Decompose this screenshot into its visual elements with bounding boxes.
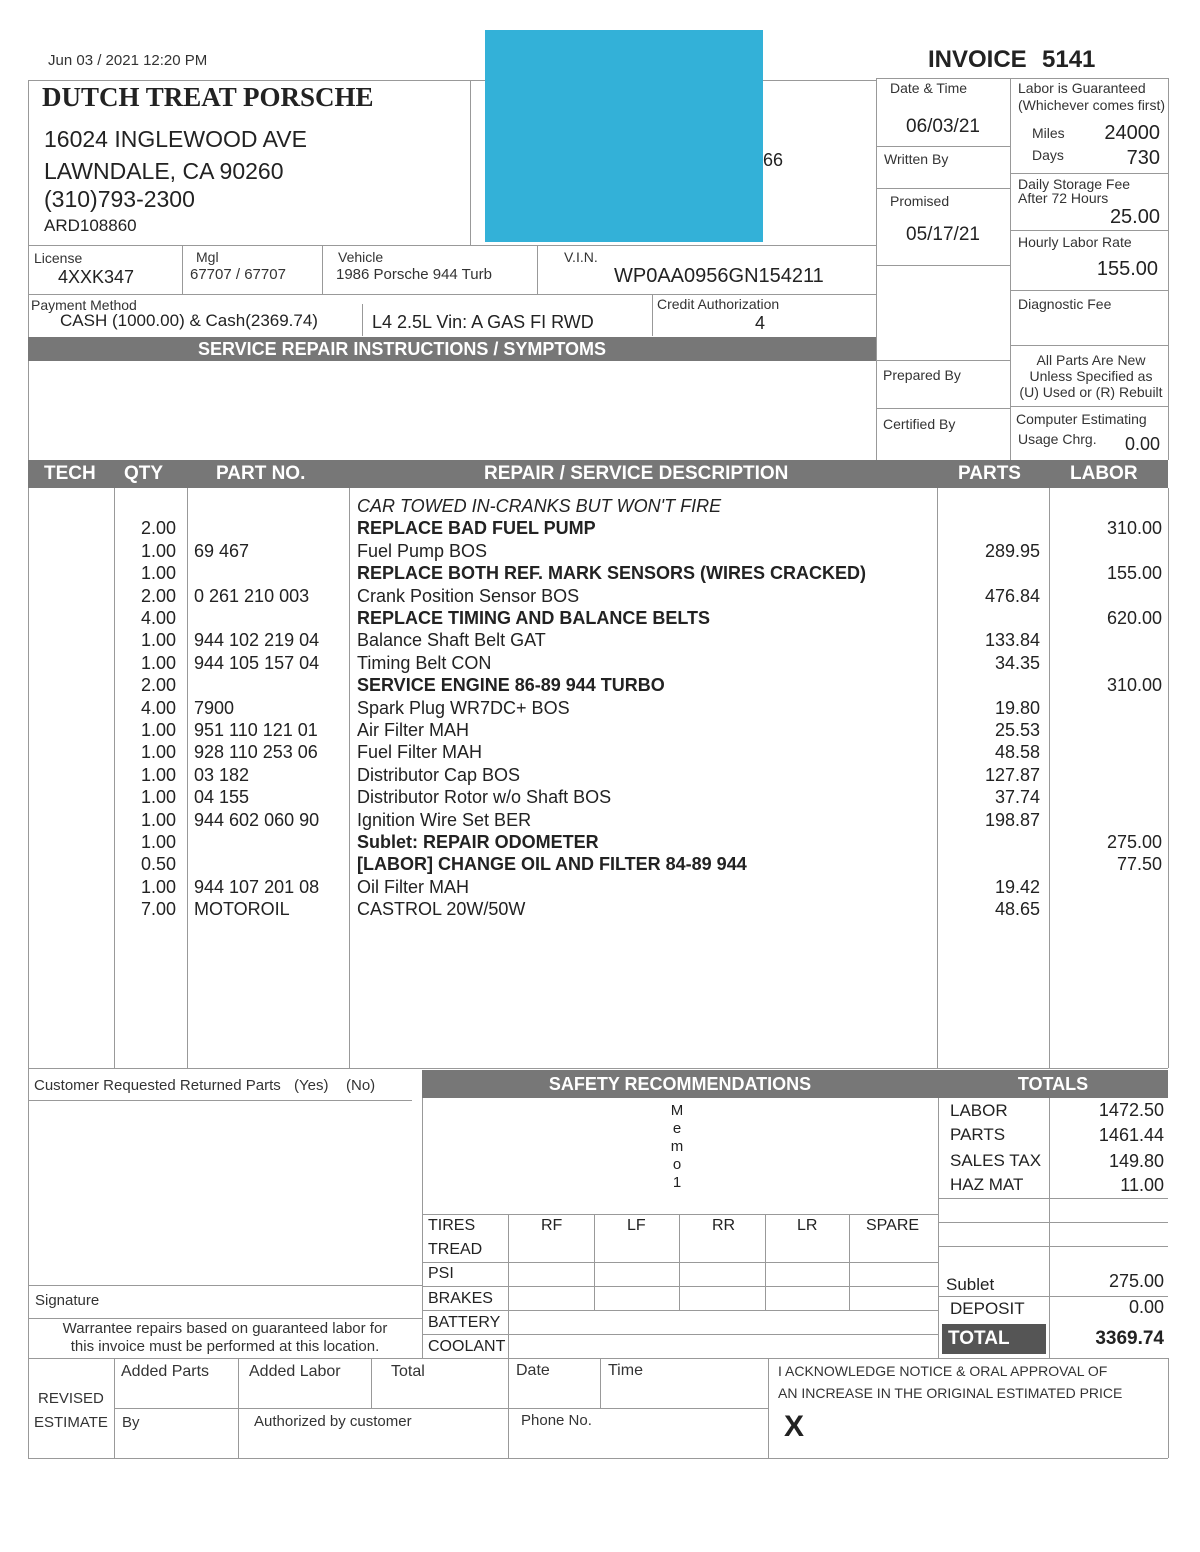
line-qty: 1.00 [140, 876, 176, 897]
tire-row-label: PSI [428, 1265, 454, 1283]
line-labor-amount [1052, 810, 1162, 832]
invoice-number: 5141 [1042, 46, 1096, 73]
line-part-number: 928 110 253 06 [194, 742, 318, 763]
line-part-number: MOTOROIL [194, 899, 290, 920]
line-qty: 7.00 [140, 899, 176, 920]
days-value: 730 [1126, 147, 1160, 169]
promised-label: Promised [890, 193, 950, 209]
totals-header: TOTALS [938, 1070, 1168, 1098]
line-description: CASTROL 20W/50W [357, 899, 526, 920]
line-description: REPLACE TIMING AND BALANCE BELTS [357, 608, 710, 628]
miles-label: Miles [1032, 125, 1065, 141]
instructions-header: SERVICE REPAIR INSTRUCTIONS / SYMPTOMS [28, 337, 876, 361]
signature-label: Signature [35, 1292, 100, 1309]
vehicle-label: Vehicle [338, 249, 384, 265]
line-labor-amount [1052, 541, 1162, 563]
line-labor-amount [1052, 787, 1162, 809]
line-qty: 1.00 [140, 742, 176, 763]
certified-by-label: Certified By [883, 416, 956, 432]
line-parts-amount: 133.84 [984, 630, 1040, 651]
guarantee-label-1: Labor is Guaranteed [1018, 80, 1146, 96]
line-qty: 1.00 [140, 630, 176, 651]
line-parts-amount [940, 518, 1040, 540]
line-qty: 4.00 [140, 697, 176, 718]
grand-total-value: 3369.74 [1095, 1328, 1164, 1349]
line-part-number: 944 105 157 04 [194, 652, 320, 673]
line-description: REPLACE BOTH REF. MARK SENSORS (WIRES CRACKED) [357, 563, 867, 584]
line-description: Spark Plug WR7DC+ BOS [357, 697, 570, 718]
line-part-number [194, 675, 344, 697]
line-qty: 1.00 [140, 832, 176, 852]
computer-charge-value: 0.00 [1124, 434, 1160, 454]
line-labor-amount [1052, 742, 1162, 764]
license-label: License [34, 250, 83, 266]
revised-time-label: Time [608, 1362, 643, 1379]
line-part-number: 944 102 219 04 [194, 630, 320, 651]
line-qty: 0.50 [140, 854, 176, 875]
total-sublet-value: 275.00 [1108, 1271, 1164, 1291]
line-parts-amount [940, 496, 1040, 518]
line-labor-amount: 77.50 [1116, 854, 1162, 875]
line-description: Fuel Filter MAH [357, 742, 483, 763]
line-qty: 2.00 [140, 518, 176, 539]
revised-date-label: Date [516, 1362, 550, 1379]
promised-value: 05/17/21 [906, 224, 980, 245]
line-items-header [28, 460, 1168, 488]
line-description: CAR TOWED IN-CRANKS BUT WON'T FIRE [357, 496, 722, 516]
line-labor-amount [1052, 630, 1162, 652]
signature-x-mark: X [784, 1410, 805, 1443]
tire-position-label: RR [712, 1217, 736, 1234]
line-part-number: 03 182 [194, 764, 250, 785]
mgl-label: Mgl [196, 249, 219, 265]
total-parts-value: 1461.44 [1098, 1125, 1164, 1145]
line-labor-amount [1052, 496, 1162, 518]
shop-address-1: 16024 INGLEWOOD AVE [44, 126, 307, 152]
tire-row-label: TIRES [428, 1217, 476, 1234]
memo-letter: 1 [672, 1174, 682, 1191]
line-part-number: 7900 [194, 697, 235, 718]
line-part-number [194, 496, 344, 518]
line-description: Crank Position Sensor BOS [357, 585, 580, 606]
revised-label-2: ESTIMATE [34, 1414, 108, 1431]
line-parts-amount [940, 608, 1040, 630]
storage-label-2: After 72 Hours [1018, 190, 1109, 206]
storage-fee-value: 25.00 [1109, 206, 1160, 228]
miles-value: 24000 [1104, 122, 1160, 144]
credit-auth-label: Credit Authorization [657, 296, 780, 312]
revised-total-label: Total [391, 1363, 425, 1380]
line-parts-amount: 289.95 [984, 540, 1040, 561]
tire-row-label: BATTERY [428, 1313, 501, 1331]
memo-letter: o [672, 1156, 682, 1173]
shop-name: DUTCH TREAT PORSCHE [42, 82, 374, 112]
line-part-number [194, 563, 344, 585]
line-labor-amount: 275.00 [1106, 832, 1162, 852]
line-qty: 1.00 [140, 764, 176, 785]
line-parts-amount: 476.84 [984, 585, 1040, 606]
license-value: 4XXK347 [58, 267, 135, 287]
line-part-number [194, 854, 344, 876]
line-part-number: 04 155 [194, 787, 250, 808]
total-tax-label: SALES TAX [950, 1151, 1042, 1170]
line-parts-amount: 198.87 [984, 809, 1040, 830]
line-description: Sublet: REPAIR ODOMETER [357, 832, 599, 852]
total-tax-value: 149.80 [1108, 1151, 1164, 1171]
line-parts-amount: 19.42 [994, 876, 1040, 897]
line-labor-amount [1052, 698, 1162, 720]
total-parts-label: PARTS [950, 1125, 1006, 1144]
line-qty: 1.00 [140, 787, 176, 808]
line-parts-amount: 48.65 [994, 899, 1040, 920]
line-description: Timing Belt CON [357, 652, 492, 673]
grand-total-label: TOTAL [942, 1324, 1046, 1354]
vin-value: WP0AA0956GN154211 [614, 265, 824, 287]
date-value: 06/03/21 [906, 116, 980, 137]
safety-header: SAFETY RECOMMENDATIONS [422, 1070, 938, 1098]
line-labor-amount [1052, 586, 1162, 608]
col-tech: TECH [44, 463, 96, 484]
line-description: REPLACE BAD FUEL PUMP [357, 518, 596, 539]
line-qty [118, 496, 176, 518]
col-parts: PARTS [958, 463, 1021, 484]
computer-label-2: Usage Chrg. [1018, 431, 1097, 447]
engine-value: L4 2.5L Vin: A GAS FI RWD [372, 312, 594, 332]
line-labor-amount [1052, 765, 1162, 787]
acknowledge-line-1: I ACKNOWLEDGE NOTICE & ORAL APPROVAL OF [778, 1363, 1108, 1379]
tire-row-label: COOLANT [428, 1338, 506, 1355]
print-datetime: Jun 03 / 2021 12:20 PM [48, 52, 208, 69]
storage-label-1: Daily Storage Fee [1018, 176, 1131, 192]
computer-label-1: Computer Estimating [1016, 411, 1147, 427]
line-labor-amount: 310.00 [1106, 675, 1162, 696]
col-qty: QTY [124, 463, 164, 484]
redacted-tail: 66 [763, 150, 784, 170]
phone-label: Phone No. [521, 1412, 592, 1429]
diagnostic-fee-label: Diagnostic Fee [1018, 296, 1112, 312]
tire-position-label: LR [797, 1217, 818, 1234]
line-description: SERVICE ENGINE 86-89 944 TURBO [357, 675, 665, 696]
line-labor-amount [1052, 877, 1162, 899]
revised-label-1: REVISED [38, 1390, 104, 1407]
date-time-label: Date & Time [890, 80, 968, 96]
line-qty: 1.00 [140, 540, 176, 561]
credit-auth-value: 4 [755, 313, 766, 333]
authorized-label: Authorized by customer [254, 1413, 412, 1430]
line-labor-amount [1052, 720, 1162, 742]
line-qty: 1.00 [140, 720, 176, 740]
line-part-number [194, 518, 344, 540]
line-qty: 1.00 [140, 563, 176, 584]
total-labor-value: 1472.50 [1098, 1100, 1164, 1120]
line-parts-amount: 19.80 [994, 697, 1040, 718]
returned-parts-label: Customer Requested Returned Parts [34, 1077, 281, 1094]
line-part-number: 951 110 121 01 [194, 720, 318, 740]
line-labor-amount [1052, 899, 1162, 921]
line-parts-amount [940, 563, 1040, 585]
hourly-label: Hourly Labor Rate [1018, 234, 1132, 250]
invoice-label: INVOICE [928, 46, 1027, 73]
line-labor-amount: 620.00 [1106, 608, 1162, 628]
tire-position-label: SPARE [866, 1217, 920, 1234]
tire-position-label: RF [541, 1217, 563, 1234]
total-sublet-label: Sublet [946, 1275, 995, 1294]
line-description: Oil Filter MAH [357, 876, 469, 897]
total-hazmat-value: 11.00 [1120, 1175, 1164, 1195]
line-parts-amount: 25.53 [994, 720, 1040, 740]
guarantee-label-2: (Whichever comes first) [1018, 97, 1166, 113]
returned-parts-no[interactable]: (No) [346, 1077, 376, 1094]
col-desc: REPAIR / SERVICE DESCRIPTION [484, 463, 789, 484]
shop-ard: ARD108860 [44, 216, 137, 235]
line-qty: 2.00 [140, 585, 176, 606]
memo-letter: e [672, 1120, 682, 1137]
parts-note: All Parts Are New Unless Specified as (U) Used or (R) Rebuilt [1019, 352, 1163, 400]
mgl-value: 67707 / 67707 [190, 266, 286, 283]
shop-phone: (310)793-2300 [44, 186, 195, 212]
line-part-number [194, 832, 344, 854]
memo-letter: m [670, 1138, 684, 1155]
written-by-label: Written By [884, 151, 949, 167]
line-description: Balance Shaft Belt GAT [357, 630, 546, 651]
added-parts-label: Added Parts [121, 1363, 210, 1380]
line-qty: 1.00 [140, 652, 176, 673]
line-parts-amount [940, 675, 1040, 697]
total-labor-label: LABOR [950, 1101, 1008, 1120]
prepared-by-label: Prepared By [883, 367, 961, 383]
line-part-number: 944 107 201 08 [194, 876, 320, 897]
line-parts-amount [940, 854, 1040, 876]
days-label: Days [1032, 147, 1064, 163]
vehicle-value: 1986 Porsche 944 Turb [336, 266, 492, 283]
total-hazmat-label: HAZ MAT [950, 1175, 1024, 1194]
line-part-number [194, 608, 344, 630]
payment-value: CASH (1000.00) & Cash(2369.74) [60, 311, 318, 330]
line-labor-amount: 155.00 [1106, 563, 1162, 584]
by-label: By [122, 1414, 140, 1431]
total-deposit-label: DEPOSIT [950, 1299, 1025, 1318]
line-part-number: 0 261 210 003 [194, 585, 310, 606]
line-parts-amount: 127.87 [984, 764, 1040, 785]
vin-label: V.I.N. [564, 249, 598, 265]
line-labor-amount [1052, 653, 1162, 675]
line-qty: 4.00 [140, 608, 176, 628]
hourly-rate-value: 155.00 [1096, 258, 1158, 280]
line-parts-amount: 37.74 [994, 787, 1040, 808]
line-description: [LABOR] CHANGE OIL AND FILTER 84-89 944 [357, 854, 747, 875]
line-part-number: 69 467 [194, 540, 250, 561]
line-qty: 1.00 [140, 809, 176, 830]
line-qty: 2.00 [140, 675, 176, 696]
memo-vertical [670, 1102, 684, 1192]
line-parts-amount: 34.35 [994, 652, 1040, 673]
acknowledge-line-2: AN INCREASE IN THE ORIGINAL ESTIMATED PRICE [778, 1385, 1123, 1401]
line-labor-amount: 310.00 [1106, 518, 1162, 539]
col-labor: LABOR [1070, 463, 1138, 484]
col-part: PART NO. [216, 463, 306, 484]
redaction-block [485, 30, 763, 242]
line-description: Distributor Cap BOS [357, 764, 521, 785]
line-description: Distributor Rotor w/o Shaft BOS [357, 787, 612, 808]
line-description: Ignition Wire Set BER [357, 809, 532, 830]
tire-row-label: TREAD [428, 1241, 483, 1259]
line-description: Air Filter MAH [357, 720, 469, 740]
warranty-note: Warrantee repairs based on guaranteed labor for this invoice must be performed at this location. [62, 1320, 388, 1355]
line-description: Fuel Pump BOS [357, 540, 488, 561]
line-parts-amount: 48.58 [994, 742, 1040, 763]
tire-position-label: LF [627, 1217, 646, 1234]
payment-label: Payment Method [31, 297, 137, 313]
memo-letter: M [670, 1102, 684, 1119]
shop-address-2: LAWNDALE, CA 90260 [44, 158, 284, 184]
line-part-number: 944 602 060 90 [194, 809, 320, 830]
returned-parts-yes[interactable]: (Yes) [294, 1077, 329, 1094]
line-parts-amount [940, 832, 1040, 854]
tire-row-label: BRAKES [428, 1289, 493, 1307]
total-deposit-value: 0.00 [1128, 1297, 1164, 1317]
added-labor-label: Added Labor [249, 1363, 341, 1380]
